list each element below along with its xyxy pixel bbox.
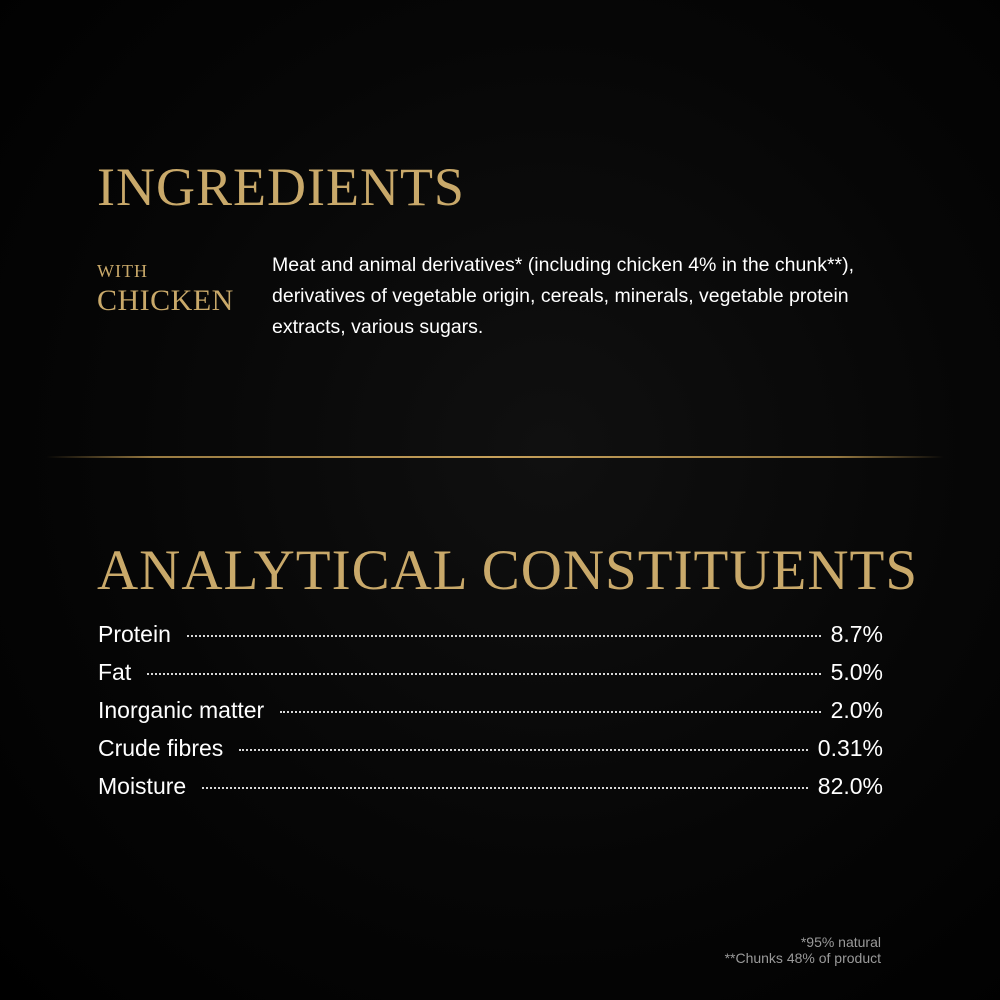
constituent-name: Crude fibres [98,735,224,761]
constituent-value: 82.0% [817,773,883,799]
dot-leader [280,711,820,713]
constituent-row-inorganic-matter [98,697,883,735]
ingredients-heading: INGREDIENTS [97,157,465,217]
dot-leader [239,749,808,751]
section-divider [46,456,944,458]
constituent-row-moisture [98,773,883,811]
footnote-chunks: **Chunks 48% of product [724,950,881,966]
constituent-value: 0.31% [817,735,883,761]
dot-leader [147,673,820,675]
constituent-name: Protein [98,621,171,647]
dot-leader [187,635,821,637]
variant-label [97,262,234,316]
constituent-value: 5.0% [830,659,883,685]
variant-label-small: WITH [97,261,148,281]
analytical-constituents-heading: ANALYTICAL CONSTITUENTS [97,539,919,602]
constituent-name: Moisture [98,773,187,799]
constituent-name: Inorganic matter [98,697,265,723]
constituent-row-protein [98,621,883,659]
constituent-name: Fat [98,659,132,685]
ingredients-text: Meat and animal derivatives* (including chicken 4% in the chunk**), derivatives of vegetable origin, cereals, minerals, vegetable protein extracts, various sugars. [272,254,855,338]
constituent-value: 8.7% [830,621,883,647]
constituents-list [98,621,883,811]
constituent-row-fat [98,659,883,697]
constituent-row-crude-fibres [98,735,883,773]
constituent-value: 2.0% [830,697,883,723]
variant-label-big: CHICKEN [97,284,234,317]
dot-leader [202,787,808,789]
footnotes [725,934,881,966]
footnote-natural: *95% natural [800,934,881,950]
